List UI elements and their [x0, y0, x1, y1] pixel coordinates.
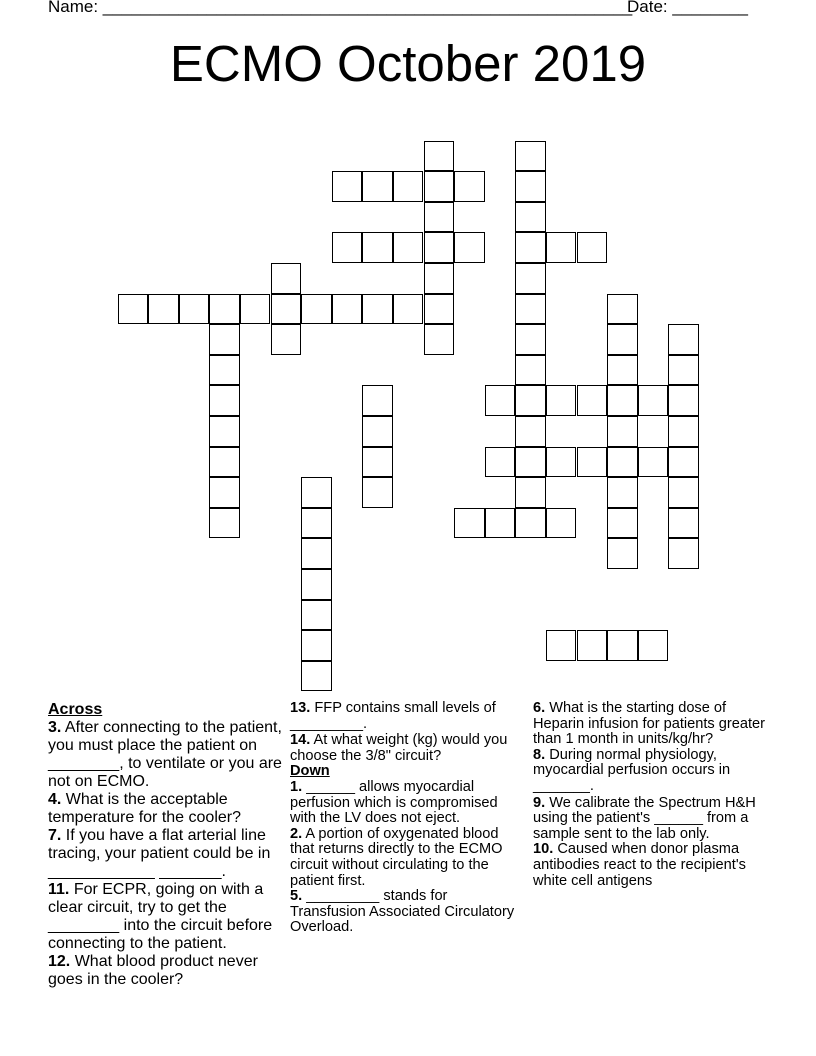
grid-cell[interactable] [577, 630, 608, 661]
grid-cell[interactable] [607, 630, 638, 661]
grid-cell[interactable] [301, 508, 332, 539]
grid-cell[interactable] [301, 569, 332, 600]
grid-cell[interactable] [454, 508, 485, 539]
grid-cell[interactable] [515, 171, 546, 202]
grid-cell[interactable] [393, 232, 424, 263]
grid-cell[interactable] [301, 600, 332, 631]
grid-cell[interactable] [607, 385, 638, 416]
grid-cell[interactable] [271, 324, 302, 355]
grid-cell[interactable] [638, 630, 669, 661]
grid-cell[interactable] [577, 447, 608, 478]
grid-cell[interactable] [485, 447, 516, 478]
date-field: Date: ________ [627, 0, 748, 16]
grid-cell[interactable] [362, 232, 393, 263]
grid-cell[interactable] [209, 385, 240, 416]
grid-cell[interactable] [668, 355, 699, 386]
down-heading: Down [290, 763, 330, 780]
grid-cell[interactable] [362, 447, 393, 478]
grid-cell[interactable] [638, 385, 669, 416]
grid-cell[interactable] [271, 263, 302, 294]
clue-column-1-wrapper [48, 701, 284, 988]
grid-cell[interactable] [209, 324, 240, 355]
grid-cell[interactable] [271, 294, 302, 325]
clue-number: 2. [290, 825, 303, 842]
grid-cell[interactable] [515, 416, 546, 447]
grid-cell[interactable] [362, 477, 393, 508]
across-clue [290, 733, 526, 764]
clue-text: What is the starting dose of Heparin infusion for patients greater than 1 month in units/kg/hr? [533, 700, 766, 748]
across-clue [48, 953, 284, 989]
grid-cell[interactable] [209, 416, 240, 447]
grid-cell[interactable] [332, 294, 363, 325]
grid-cell[interactable] [362, 294, 393, 325]
across-clue [48, 719, 284, 791]
across-clue [48, 827, 284, 881]
grid-cell[interactable] [638, 447, 669, 478]
clue-text: If you have a flat arterial line tracing, your patient could be in ____________ _______. [48, 827, 271, 880]
clue-number: 12. [48, 953, 71, 970]
grid-cell[interactable] [577, 232, 608, 263]
grid-cell[interactable] [424, 232, 455, 263]
grid-cell[interactable] [515, 141, 546, 172]
grid-cell[interactable] [209, 447, 240, 478]
grid-cell[interactable] [668, 477, 699, 508]
grid-cell[interactable] [454, 232, 485, 263]
grid-cell[interactable] [668, 508, 699, 539]
across-heading: Across [48, 701, 103, 718]
grid-cell[interactable] [393, 294, 424, 325]
grid-cell[interactable] [362, 385, 393, 416]
grid-cell[interactable] [668, 324, 699, 355]
name-field: Name: ________________________________________________________ [48, 0, 633, 16]
grid-cell[interactable] [485, 508, 516, 539]
grid-cell[interactable] [668, 385, 699, 416]
down-clue [533, 842, 767, 889]
grid-cell[interactable] [546, 630, 577, 661]
grid-cell[interactable] [515, 385, 546, 416]
clue-number: 9. [533, 794, 546, 811]
grid-cell[interactable] [668, 447, 699, 478]
grid-cell[interactable] [515, 508, 546, 539]
down-clue [533, 748, 767, 795]
grid-cell[interactable] [362, 416, 393, 447]
clue-number: 4. [48, 791, 62, 808]
grid-cell[interactable] [515, 263, 546, 294]
grid-cell[interactable] [301, 661, 332, 692]
grid-cell[interactable] [546, 385, 577, 416]
grid-cell[interactable] [515, 202, 546, 233]
clue-text: What is the acceptable temperature for the cooler? [48, 791, 241, 826]
clue-number: 5. [290, 888, 303, 905]
clue-number: 7. [48, 827, 62, 844]
clue-column-3 [533, 701, 767, 889]
grid-cell[interactable] [301, 538, 332, 569]
grid-cell[interactable] [179, 294, 210, 325]
grid-cell[interactable] [668, 416, 699, 447]
clue-text: At what weight (kg) would you choose the 3/8" circuit? [290, 732, 508, 764]
grid-cell[interactable] [607, 294, 638, 325]
clue-text: After connecting to the patient, you must place the patient on ________, to ventilate or you are not on ECMO. [48, 719, 282, 790]
clue-number: 10. [533, 841, 554, 858]
grid-cell[interactable] [209, 355, 240, 386]
grid-cell[interactable] [515, 294, 546, 325]
grid-cell[interactable] [424, 141, 455, 172]
across-clue [48, 881, 284, 953]
clue-number: 6. [533, 700, 546, 716]
grid-cell[interactable] [301, 294, 332, 325]
grid-cell[interactable] [209, 508, 240, 539]
across-clue [290, 701, 526, 732]
grid-cell[interactable] [485, 385, 516, 416]
grid-cell[interactable] [209, 294, 240, 325]
clue-text: ______ allows myocardial perfusion which is compromised with the LV does not eject. [290, 778, 498, 827]
grid-cell[interactable] [209, 477, 240, 508]
clue-number: 3. [48, 719, 62, 736]
grid-cell[interactable] [332, 171, 363, 202]
grid-cell[interactable] [515, 355, 546, 386]
grid-cell[interactable] [301, 630, 332, 661]
grid-cell[interactable] [515, 447, 546, 478]
grid-cell[interactable] [546, 232, 577, 263]
grid-cell[interactable] [607, 324, 638, 355]
clue-number: 8. [533, 746, 546, 763]
grid-cell[interactable] [607, 447, 638, 478]
grid-cell[interactable] [607, 355, 638, 386]
clue-text: What blood product never goes in the cooler? [48, 953, 258, 988]
clue-text: _________ stands for Transfusion Associated Circulatory Overload. [290, 888, 515, 936]
grid-cell[interactable] [424, 263, 455, 294]
clue-text: We calibrate the Spectrum H&H using the patient's ______ from a sample sent to the lab only. [533, 794, 756, 842]
down-clue [290, 780, 526, 827]
clue-column-2 [290, 701, 526, 936]
grid-cell[interactable] [301, 477, 332, 508]
grid-cell[interactable] [546, 508, 577, 539]
clue-number: 11. [48, 881, 70, 898]
grid-cell[interactable] [393, 171, 424, 202]
grid-cell[interactable] [515, 477, 546, 508]
grid-cell[interactable] [515, 324, 546, 355]
grid-cell[interactable] [240, 294, 271, 325]
down-clue [533, 796, 767, 843]
clue-number: 13. [290, 700, 311, 716]
down-clue [290, 827, 526, 889]
grid-cell[interactable] [148, 294, 179, 325]
grid-cell[interactable] [424, 171, 455, 202]
grid-cell[interactable] [424, 294, 455, 325]
grid-cell[interactable] [454, 171, 485, 202]
across-clue [48, 791, 284, 827]
clue-number: 14. [290, 732, 311, 749]
grid-cell[interactable] [546, 447, 577, 478]
grid-cell[interactable] [362, 171, 393, 202]
grid-cell[interactable] [118, 294, 149, 325]
clue-text: For ECPR, going on with a clear circuit, try to get the ________ into the circuit before connecting to the patient. [48, 881, 273, 952]
down-clue [533, 701, 767, 748]
grid-cell[interactable] [424, 324, 455, 355]
clue-column-1 [48, 701, 284, 989]
clue-text: A portion of oxygenated blood that returns directly to the ECMO circuit without circulating to the patient first. [290, 825, 503, 889]
grid-cell[interactable] [332, 232, 363, 263]
grid-cell[interactable] [607, 538, 638, 569]
clue-number: 1. [290, 778, 303, 795]
down-clue [290, 889, 526, 936]
grid-cell[interactable] [668, 538, 699, 569]
grid-cell[interactable] [607, 508, 638, 539]
clue-text: During normal physiology, myocardial perfusion occurs in _______. [533, 746, 731, 794]
puzzle-title: ECMO October 2019 [169, 35, 647, 92]
grid-cell[interactable] [577, 385, 608, 416]
clue-text: Caused when donor plasma antibodies react to the recipient's white cell antigens [533, 841, 746, 889]
clue-text: FFP contains small levels of _________. [290, 700, 496, 732]
grid-cell[interactable] [515, 232, 546, 263]
grid-cell[interactable] [607, 477, 638, 508]
grid-cell[interactable] [424, 202, 455, 233]
grid-cell[interactable] [607, 416, 638, 447]
